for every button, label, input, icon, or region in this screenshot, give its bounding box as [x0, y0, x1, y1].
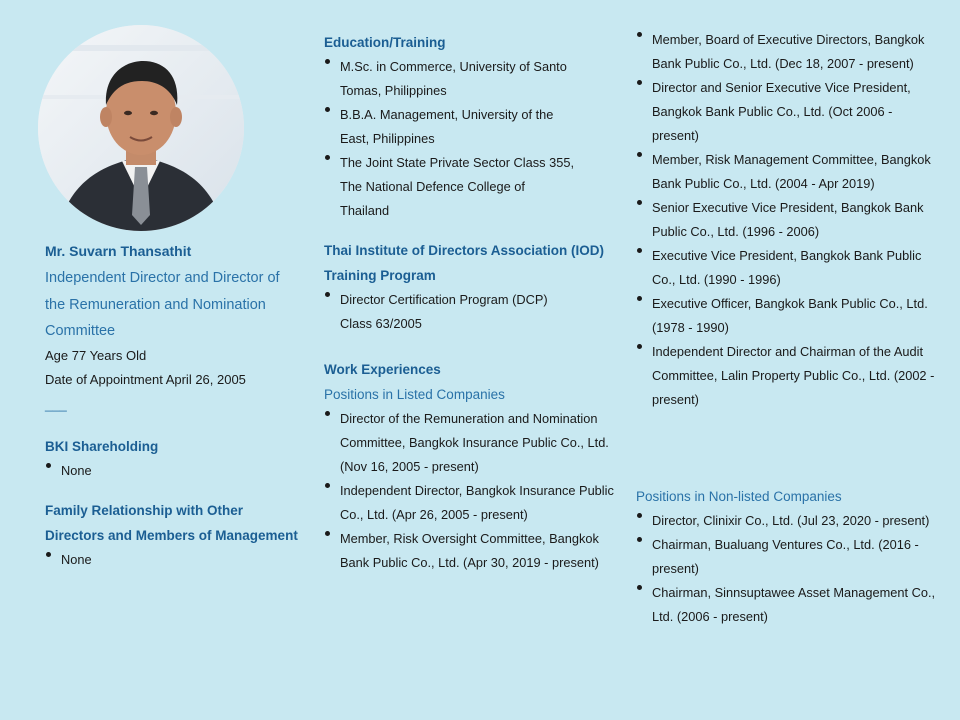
education-list	[324, 55, 574, 223]
education-heading: Education/Training	[324, 35, 446, 50]
list-item: Director Certification Program (DCP) Class 63/2005	[324, 288, 574, 336]
list-item: Chairman, Bualuang Ventures Co., Ltd. (2016 - present)	[636, 533, 948, 581]
section-divider: ___	[45, 397, 67, 412]
appointment-date: Date of Appointment April 26, 2005	[45, 372, 246, 387]
iod-heading: Thai Institute of Directors Association (IOD) Training Program	[324, 243, 605, 283]
list-item: The Joint State Private Sector Class 355, The National Defence College of Thailand	[324, 151, 574, 223]
list-item: Director and Senior Executive Vice President, Bangkok Bank Public Co., Ltd. (Oct 2006 - present)	[636, 76, 936, 148]
work-section	[324, 357, 624, 575]
director-age: Age 77 Years Old	[45, 348, 147, 363]
family-heading: Family Relationship with Other Directors and Members of Management	[45, 503, 298, 543]
list-item: None	[45, 459, 305, 483]
director-name: Mr. Suvarn Thansathit	[45, 243, 192, 259]
listed-list	[324, 407, 620, 575]
nonlisted-heading: Positions in Non-listed Companies	[636, 489, 842, 504]
work-heading: Work Experiences	[324, 362, 441, 377]
list-item: Director of the Remuneration and Nomination Committee, Bangkok Insurance Public Co., Ltd. (Nov 16, 2005 - present)	[324, 407, 620, 479]
list-item: Member, Board of Executive Directors, Bangkok Bank Public Co., Ltd. (Dec 18, 2007 - present)	[636, 28, 936, 76]
listed-continued	[636, 28, 954, 412]
list-item: Independent Director and Chairman of the Audit Committee, Lalin Property Public Co., Ltd. (2002 - present)	[636, 340, 936, 412]
list-item: Member, Risk Management Committee, Bangkok Bank Public Co., Ltd. (2004 - Apr 2019)	[636, 148, 936, 196]
list-item: None	[45, 548, 305, 572]
family-section	[45, 498, 305, 572]
list-item: M.Sc. in Commerce, University of Santo Tomas, Philippines	[324, 55, 574, 103]
list-item: Director, Clinixir Co., Ltd. (Jul 23, 2020 - present)	[636, 509, 948, 533]
list-item: Member, Risk Oversight Committee, Bangkok Bank Public Co., Ltd. (Apr 30, 2019 - present)	[324, 527, 610, 575]
director-photo	[38, 25, 244, 231]
list-item: Executive Vice President, Bangkok Bank Public Co., Ltd. (1990 - 1996)	[636, 244, 936, 292]
family-list	[45, 548, 305, 572]
listed-list-continued	[636, 28, 936, 412]
list-item: Executive Officer, Bangkok Bank Public Co., Ltd. (1978 - 1990)	[636, 292, 936, 340]
shareholding-heading: BKI Shareholding	[45, 439, 159, 454]
nonlisted-list	[636, 509, 948, 629]
director-position: Independent Director and Director of the Remuneration and Nomination Committee	[45, 270, 280, 339]
iod-section	[324, 238, 624, 336]
nonlisted-section	[636, 484, 954, 629]
list-item: Independent Director, Bangkok Insurance Public Co., Ltd. (Apr 26, 2005 - present)	[324, 479, 620, 527]
shareholding-list	[45, 459, 305, 483]
education-section	[324, 30, 624, 223]
iod-list	[324, 288, 574, 336]
list-item: Chairman, Sinnsuptawee Asset Management Co., Ltd. (2006 - present)	[636, 581, 948, 629]
shareholding-section	[45, 434, 305, 483]
portrait-image	[38, 25, 244, 231]
list-item: Senior Executive Vice President, Bangkok Bank Public Co., Ltd. (1996 - 2006)	[636, 196, 936, 244]
list-item: B.B.A. Management, University of the East, Philippines	[324, 103, 574, 151]
listed-heading: Positions in Listed Companies	[324, 387, 505, 402]
